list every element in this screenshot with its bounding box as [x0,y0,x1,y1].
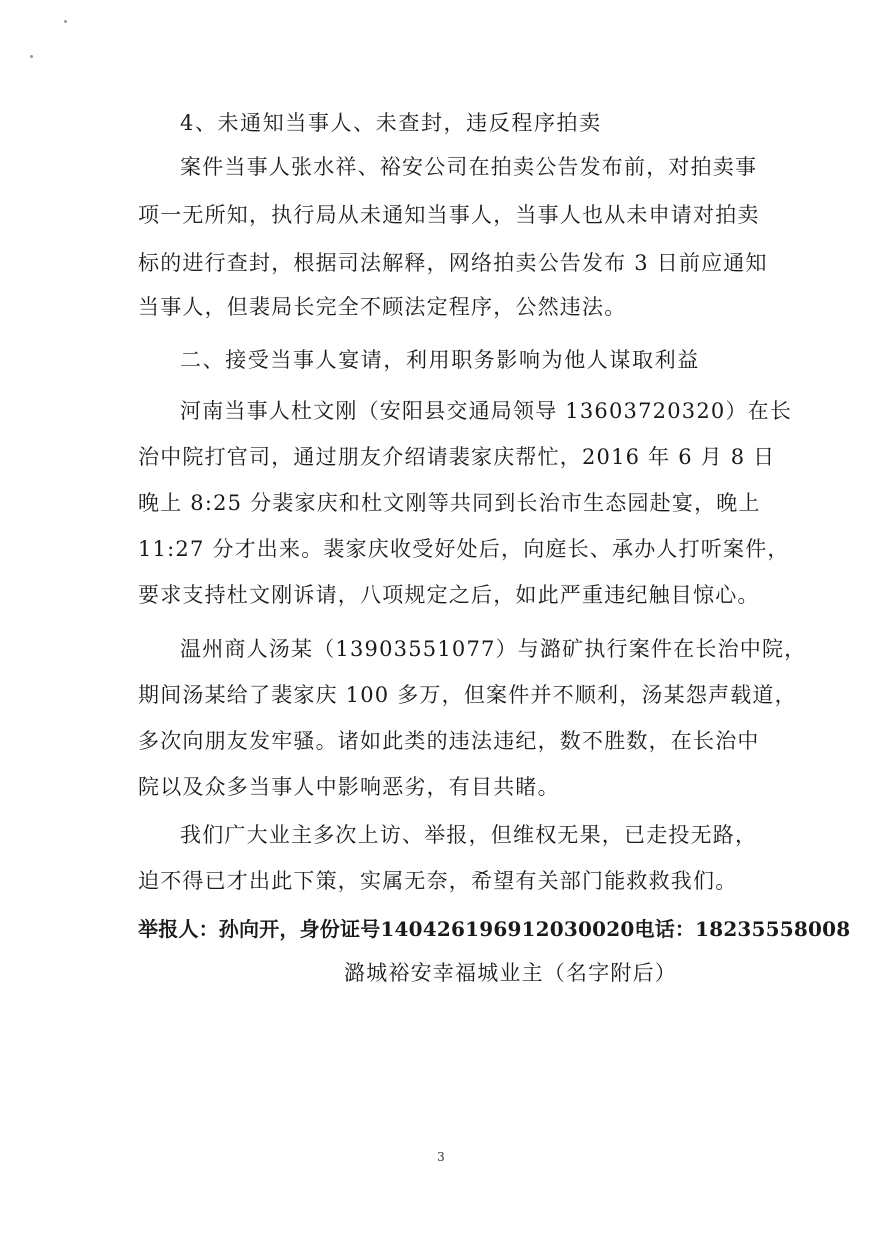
paragraph-line: 期间汤某给了裴家庆 100 多万，但案件并不顺利，汤某怨声载道， [138,683,797,707]
paragraph-line: 迫不得已才出此下策，实属无奈，希望有关部门能救救我们。 [138,869,738,893]
paragraph-line: 要求支持杜文刚诉请，八项规定之后，如此严重违纪触目惊心。 [138,583,760,607]
paragraph-line: 项一无所知，执行局从未通知当事人，当事人也从未申请对拍卖 [138,203,760,227]
scan-speck [30,55,33,58]
page-number: 3 [437,1150,445,1164]
scan-speck [64,20,67,23]
paragraph-line: 我们广大业主多次上访、举报，但维权无果，已走投无路， [180,823,758,847]
section-2-heading: 二、接受当事人宴请，利用职务影响为他人谋取利益 [180,348,700,372]
paragraph-line: 治中院打官司，通过朋友介绍请裴家庆帮忙，2016 年 6 月 8 日 [138,445,776,469]
paragraph-line: 11:27 分才出来。裴家庆收受好处后，向庭长、承办人打听案件， [138,537,790,561]
reporter-line: 举报人：孙向开，身份证号140426196912030020电话：18235558008 [138,917,851,941]
paragraph-line: 多次向朋友发牢骚。诸如此类的违法违纪，数不胜数，在长治中 [138,729,760,753]
section-4-heading: 4、未通知当事人、未查封，违反程序拍卖 [180,111,602,135]
paragraph-line: 当事人，但裴局长完全不顾法定程序，公然违法。 [138,295,627,319]
paragraph-line: 院以及众多当事人中影响恶劣，有目共睹。 [138,775,560,799]
paragraph-line: 河南当事人杜文刚（安阳县交通局领导 13603720320）在长 [180,399,793,423]
paragraph-line: 温州商人汤某（13903551077）与潞矿执行案件在长治中院， [180,637,807,661]
owners-signature: 潞城裕安幸福城业主（名字附后） [344,961,677,985]
paragraph-line: 案件当事人张水祥、裕安公司在拍卖公告发布前，对拍卖事 [180,155,758,179]
paragraph-line: 标的进行查封，根据司法解释，网络拍卖公告发布 3 日前应通知 [138,251,768,275]
paragraph-line: 晚上 8:25 分裴家庆和杜文刚等共同到长治市生态园赴宴，晚上 [138,491,761,515]
